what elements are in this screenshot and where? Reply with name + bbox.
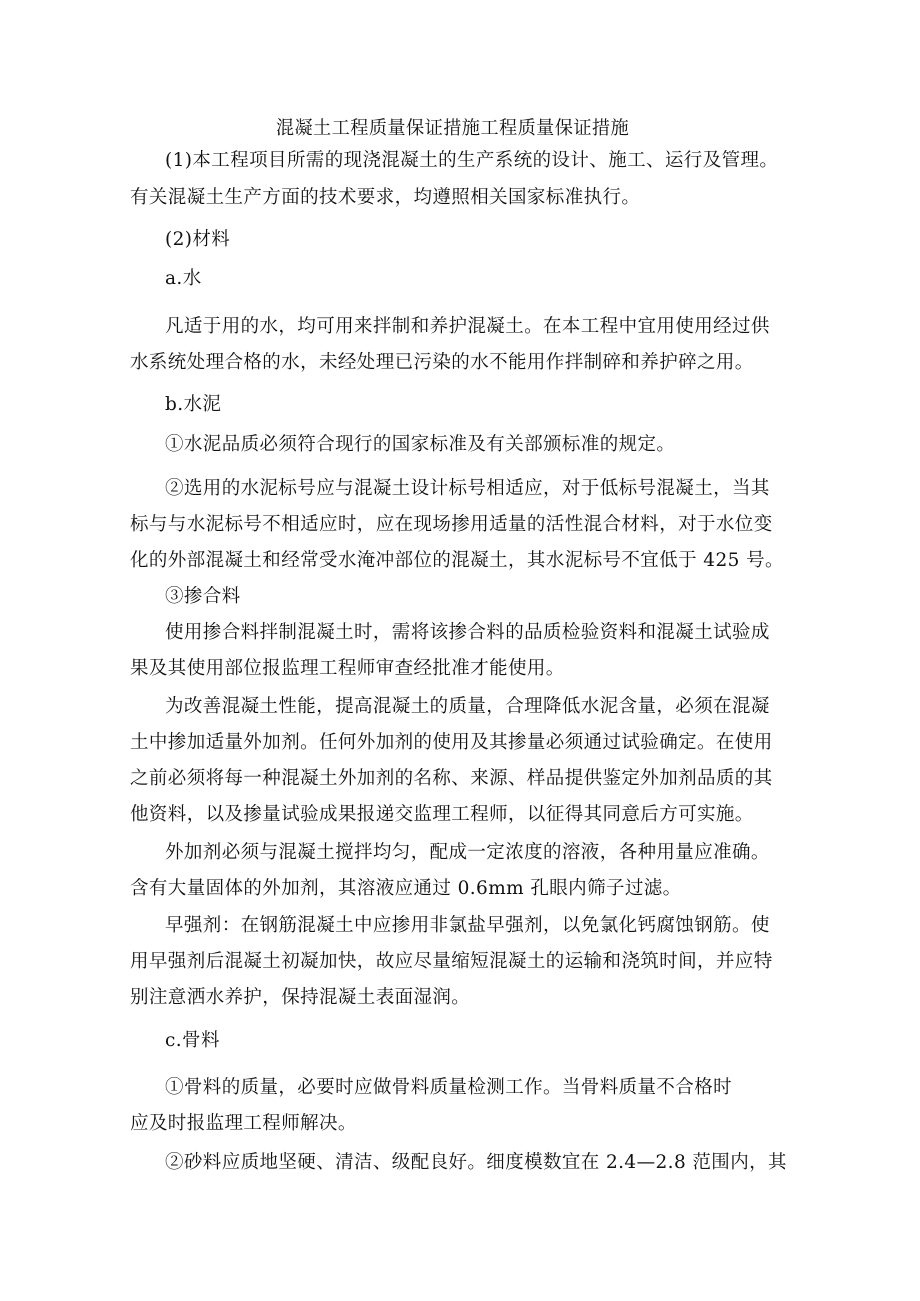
text-line: ②选用的水泥标号应与混凝土设计标号相适应，对于低标号混凝土，当其	[165, 478, 770, 499]
document-title: 混凝土工程质量保证措施工程质量保证措施	[275, 118, 630, 139]
text-line: 之前必须将每一种混凝土外加剂的名称、来源、样品提供鉴定外加剂品质的其	[130, 768, 773, 789]
text-line: 水系统处理合格的水，未经处理已污染的水不能用作拌制碎和养护碎之用。	[130, 352, 754, 373]
text-line: 使用掺合料拌制混凝土时，需将该掺合料的品质检验资料和混凝土试验成	[165, 622, 770, 643]
text-line: 应及时报监理工程师解决。	[130, 1113, 357, 1134]
text-line: (1)本工程项目所需的现浇混凝土的生产系统的设计、施工、运行及管理。	[165, 150, 779, 171]
text-line: 用早强剂后混凝土初凝加快，故应尽量缩短混凝土的运输和浇筑时间，并应特	[130, 951, 773, 972]
text-line: ②砂料应质地坚硬、清洁、级配良好。细度模数宜在 2.4—2.8 范围内，其	[165, 1152, 787, 1173]
text-line: 土中掺加适量外加剂。任何外加剂的使用及其掺量必须通过试验确定。在使用	[130, 732, 773, 753]
text-line: 别注意洒水养护，保持混凝土表面湿润。	[130, 987, 471, 1008]
subsection-heading: b.水泥	[165, 394, 222, 415]
text-line: 含有大量固体的外加剂，其溶液应通过 0.6mm 孔眼内筛子过滤。	[130, 878, 682, 899]
text-line: 化的外部混凝土和经常受水淹冲部位的混凝土，其水泥标号不宜低于 425 号。	[130, 550, 784, 571]
text-line: 他资料，以及掺量试验成果报递交监理工程师，以征得其同意后方可实施。	[130, 804, 754, 825]
text-line: 果及其使用部位报监理工程师审查经批准才能使用。	[130, 658, 565, 679]
text-line: 凡适于用的水，均可用来拌制和养护混凝土。在本工程中宜用使用经过供	[165, 316, 770, 337]
text-line: 有关混凝土生产方面的技术要求，均遵照相关国家标准执行。	[130, 187, 641, 208]
text-line: 早强剂：在钢筋混凝土中应掺用非氯盐早强剂，以免氯化钙腐蚀钢筋。使	[165, 915, 770, 936]
text-line: ①水泥品质必须符合现行的国家标准及有关部颁标准的规定。	[165, 434, 676, 455]
text-line: 外加剂必须与混凝土搅拌均匀，配成一定浓度的溶液，各种用量应准确。	[165, 842, 770, 863]
subsection-heading: a.水	[165, 268, 202, 289]
subsection-heading: ③掺合料	[165, 586, 241, 607]
text-line: 标与与水泥标号不相适应时，应在现场掺用适量的活性混合材料，对于水位变	[130, 514, 773, 535]
section-heading: (2)材料	[165, 229, 231, 250]
text-line: 为改善混凝土性能，提高混凝土的质量，合理降低水泥含量，必须在混凝	[165, 696, 770, 717]
text-line: ①骨料的质量，必要时应做骨料质量检测工作。当骨料质量不合格时	[165, 1077, 733, 1098]
subsection-heading: c.骨料	[165, 1030, 220, 1051]
